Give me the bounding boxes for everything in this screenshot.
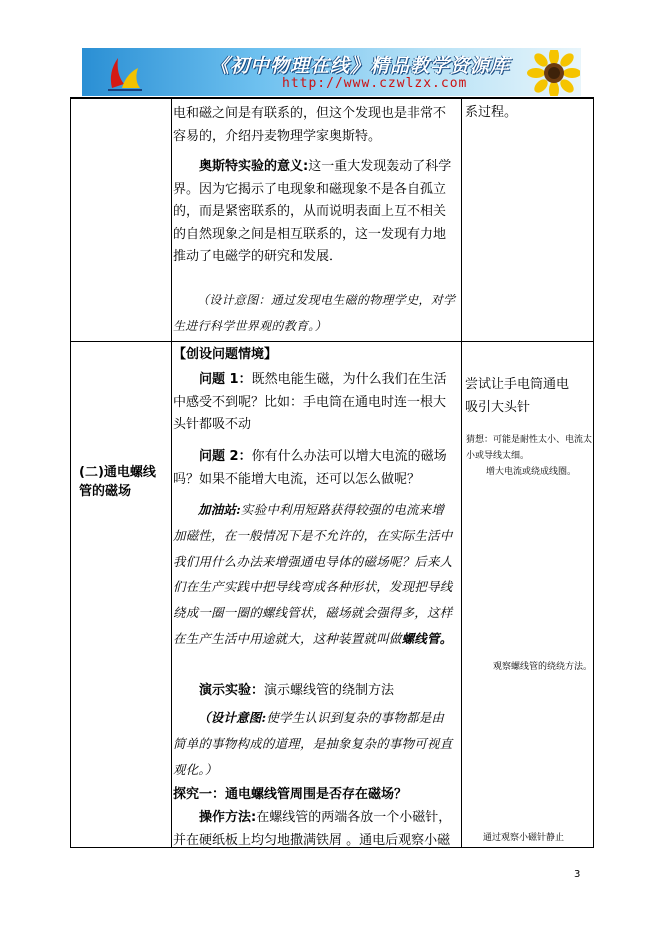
banner-url: http://www.czwlzx.com (282, 76, 468, 91)
student-increase: 增大电流或绕成线圈。 (486, 467, 577, 477)
demo-experiment: 演示实验：演示螺线管的绕制方法 (199, 683, 395, 698)
question-1: 问题 1：既然电能生磁，为什么我们在生活中感受不到呢？比如：手电筒在通电时连一根大头针都吸不动 (173, 372, 447, 433)
lesson-table (70, 97, 594, 848)
banner-title: 《初中物理在线》精品教学资源库 (210, 55, 511, 77)
oersted-label: 奥斯特实验的意义: (199, 159, 309, 174)
student-guess: 猜想：可能是耐性太小、电流太小或导线太细。 (466, 435, 593, 461)
row-divider (71, 341, 593, 342)
logo-icon (104, 54, 144, 92)
sunflower-icon (522, 50, 580, 96)
explore-heading: 探究一：通电螺线管周围是否存在磁场？ (173, 787, 408, 802)
column-divider (461, 99, 462, 847)
header-banner (82, 48, 581, 96)
problem-heading: 【创设问题情境】 (173, 347, 278, 362)
student-watch: 通过观察小磁针静止 (483, 833, 565, 843)
bonus-station: 加油站:实验中利用短路获得较强的电流来增加磁性，在一般情况下是不允许的，在实际生活中我们用什么办法来增强通电导体的磁场呢？后来人们在生产实践中把导线弯成各种形状，发现把导线绕成一圈一圈的螺线管状，磁场就会强得多，这样在生产生活中用途就大，这种装置就叫做螺线管。 (173, 502, 453, 646)
design-intent-1: （设计意图：通过发现电生磁的物理学史，对学生进行科学世界观的教育。） (173, 293, 456, 333)
student-observe: 观察螺线管的绕绕方法。 (493, 662, 593, 672)
oersted-significance (173, 156, 456, 269)
page-number: 3 (574, 869, 581, 880)
solenoid-term: 螺线管。 (401, 630, 453, 646)
student-try: 尝试让手电筒通电吸引大头针 (465, 377, 570, 415)
column-divider (171, 99, 172, 847)
operation-method: 操作方法:在螺线管的两端各放一个小磁针，并在硬纸板上均匀地撒满铁屑 。通电后观察小磁 (173, 810, 452, 848)
section-title: (二)通电螺线管的磁场 (79, 465, 156, 499)
row1-student-activity: 系过程。 (465, 105, 518, 120)
question-2: 问题 2：你有什么办法可以增大电流的磁场吗？如果不能增大电流，还可以怎么做呢？ (173, 449, 447, 487)
oersted-text: 这一重大发现轰动了科学界。因为它揭示了电现象和磁现象不是各自孤立的，而是紧密联系的，从而说明表面上互不相关的自然现象之间是相互联系的，这一发现有力地推动了电磁学的研究和发展． (173, 159, 452, 265)
intro-paragraph: 电和磁之间是有联系的，但这个发现也是非常不容易的，介绍丹麦物理学家奥斯特。 (173, 106, 447, 144)
design-intent-2: （设计意图:使学生认识到复杂的事物都是由简单的事物构成的道理，是抽象复杂的事物可视直观化。） (173, 710, 453, 777)
